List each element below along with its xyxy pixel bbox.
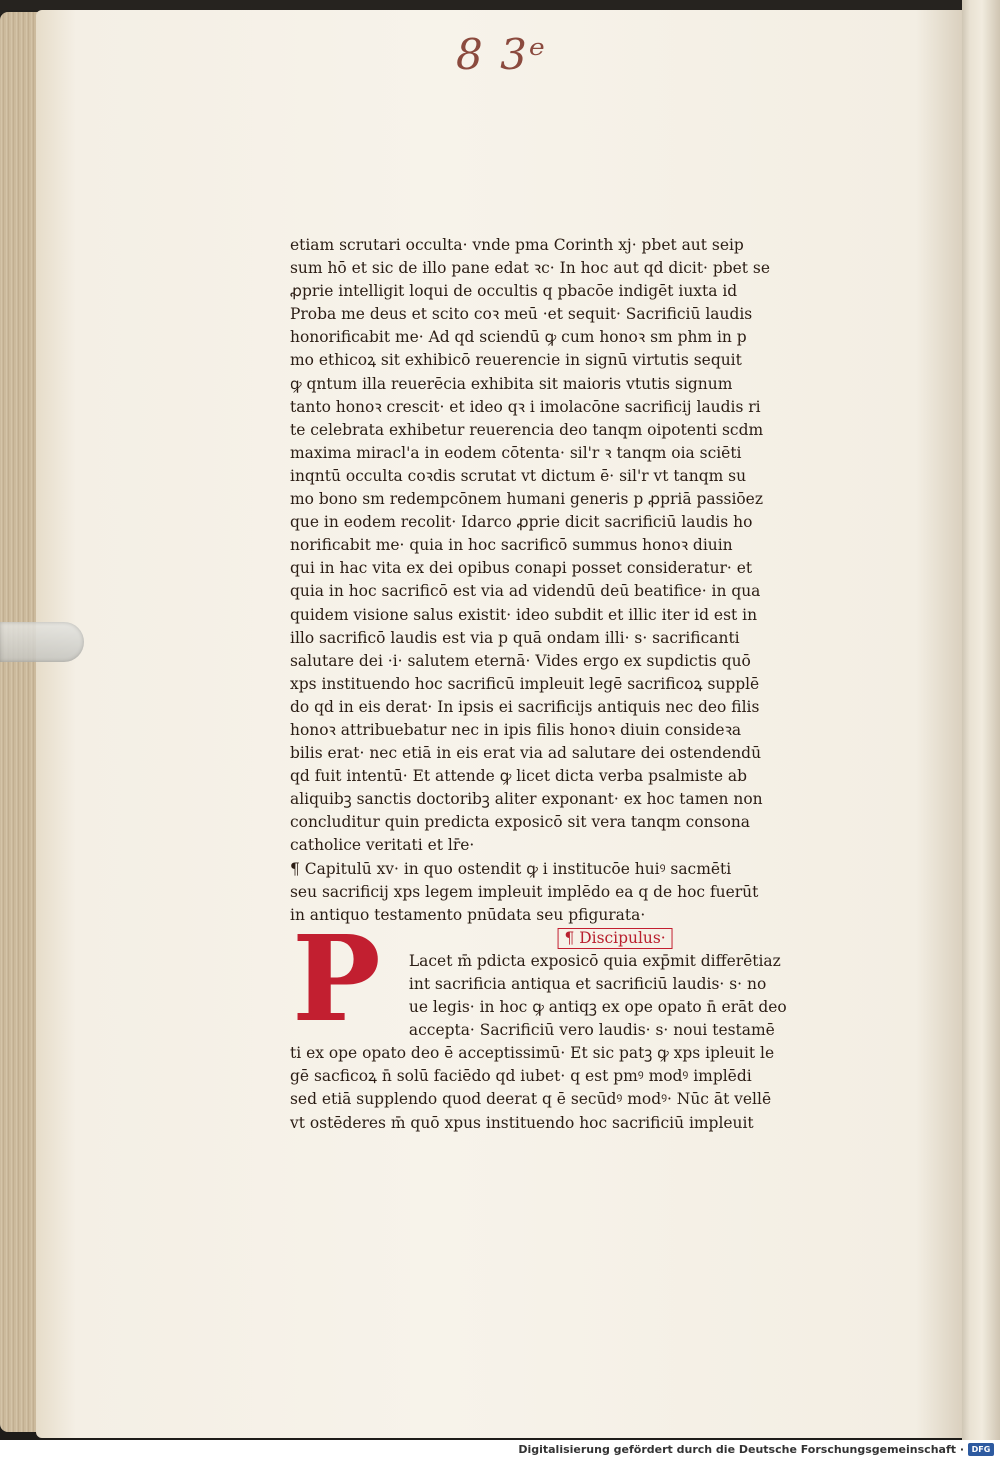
text-line: que in eodem recolit· Idarco ꝓprie dicit sacrificiū laudis ho bbox=[290, 513, 753, 532]
bookmark-slip bbox=[0, 622, 84, 662]
text-line: honoꝛ attribuebatur nec in ipis filis honoꝛ diuin consideꝛa bbox=[290, 720, 742, 739]
text-line: sum hō et sic de illo pane edat ꝛc· In hoc aut qd dicit· pbet se bbox=[290, 259, 770, 278]
text-line: ꝓprie intelligit loqui de occultis q pbacōe indigēt iuxta id bbox=[290, 282, 738, 301]
main-text bbox=[290, 234, 835, 858]
text-line: gē sacficoꝝ n̄ solū faciēdo qd iubet· q est pmꝰ modꝰ implēdi bbox=[290, 1067, 752, 1086]
drop-cap-initial: P bbox=[292, 909, 381, 1048]
text-line: bilis erat· nec etiā in eis erat via ad salutare dei ostendendū bbox=[290, 744, 762, 763]
text-line: aliquibꝫ sanctis doctoribꝫ aliter exponant· ex hoc tamen non bbox=[290, 790, 763, 809]
text-line: norificabit me· quia in hoc sacrificō summus honoꝛ diuin bbox=[290, 536, 733, 555]
footer-credit: Digitalisierung gefördert durch die Deutsche Forschungsgemeinschaft · bbox=[518, 1443, 964, 1456]
text-line: ꝙ qntum illa reuerēcia exhibita sit maioris vtutis signum bbox=[290, 374, 733, 393]
text-line: mo bono sm redempcōnem humani generis p ꝓpriā passiōez bbox=[290, 490, 763, 509]
text-line: qui in hac vita ex dei opibus conapi posset consideratur· et bbox=[290, 559, 753, 578]
text-line: accepta· Sacrificiū vero laudis· s· noui testamē bbox=[408, 1021, 775, 1040]
text-line: Proba me deus et scito coꝛ meū ·et sequit· Sacrificiū laudis bbox=[290, 305, 753, 324]
speaker-label: ¶ Discipulus· bbox=[558, 928, 673, 949]
text-line: do qd in eis derat· In ipsis ei sacrificijs antiquis nec deo filis bbox=[290, 697, 760, 716]
text-line: seu sacrificij xps legem impleuit implēdo ea q de hoc fuerūt bbox=[290, 882, 759, 901]
text-line: quia in hoc sacrificō est via ad videndū deū beatifice· in qua bbox=[290, 582, 761, 601]
text-line: sed etiā supplendo quod deerat q ē secūdꝰ modꝰ· Nūc āt vellē bbox=[290, 1090, 772, 1109]
text-line: quidem visione salus existit· ideo subdit et illic iter id est in bbox=[290, 605, 758, 624]
text-line: ue legis· in hoc ꝙ antiqꝫ ex ope opato n̄ erāt deo bbox=[408, 998, 787, 1017]
text-block bbox=[290, 234, 835, 1135]
text-line: concluditur quin predicta exposicō sit vera tanqm consona bbox=[290, 813, 750, 832]
text-line: etiam scrutari occulta· vnde pma Corinth xj· pbet aut seip bbox=[290, 236, 744, 254]
footer-bar bbox=[0, 1440, 1000, 1460]
text-line: salutare dei ·i· salutem eternā· Vides ergo ex supdictis quō bbox=[290, 651, 751, 670]
text-line: honorificabit me· Ad qd sciendū ꝙ cum honoꝛ sm phm in p bbox=[290, 328, 747, 347]
text-line: qd fuit intentū· Et attende ꝙ licet dicta verba psalmiste ab bbox=[290, 767, 748, 786]
page-stack-edge bbox=[0, 12, 40, 1432]
text-line: Lacet m̄ pdicta exposicō quia exp̄mit differētiaz bbox=[408, 951, 781, 970]
text-line: mo ethicoꝝ sit exhibicō reuerencie in signū virtutis sequit bbox=[290, 351, 742, 370]
text-line: xps instituendo hoc sacrificū impleuit legē sacrificoꝝ supplē bbox=[290, 674, 760, 693]
text-line: illo sacrificō laudis est via p quā ondam illi· s· sacrificanti bbox=[290, 628, 740, 647]
text-line: int sacrificia antiqua et sacrificiū laudis· s· no bbox=[408, 975, 767, 993]
text-line: inqntū occulta coꝛdis scrutat vt dictum ē· sil'r vt tanqm su bbox=[290, 466, 747, 485]
folio-number: 8 3ᵉ bbox=[456, 30, 548, 79]
facing-page-edge bbox=[962, 0, 1000, 1440]
text-line: maxima miracl'a in eodem cōtenta· sil'r ꝛ tanqm oia sciēti bbox=[290, 443, 742, 462]
text-line: vt ostēderes m̄ quō xpus instituendo hoc sacrificiū impleuit bbox=[290, 1113, 754, 1132]
text-line: ¶ Capitulū xv· in quo ostendit ꝙ i institucōe huiꝰ sacmēti bbox=[290, 859, 732, 878]
text-line: te celebrata exhibetur reuerencia deo tanqm oipotenti scdm bbox=[290, 420, 764, 439]
dfg-logo: DFG bbox=[968, 1443, 994, 1456]
text-line: tanto honoꝛ crescit· et ideo qꝛ i imolacōne sacrificij laudis ri bbox=[290, 397, 761, 416]
text-line: catholice veritati et lr̄e· bbox=[290, 836, 475, 855]
text-line: ti ex ope opato deo ē acceptissimū· Et sic patꝫ ꝙ xps ipleuit le bbox=[290, 1044, 775, 1063]
text-line: in antiquo testamento pnūdata seu pfigurata· bbox=[290, 905, 646, 924]
